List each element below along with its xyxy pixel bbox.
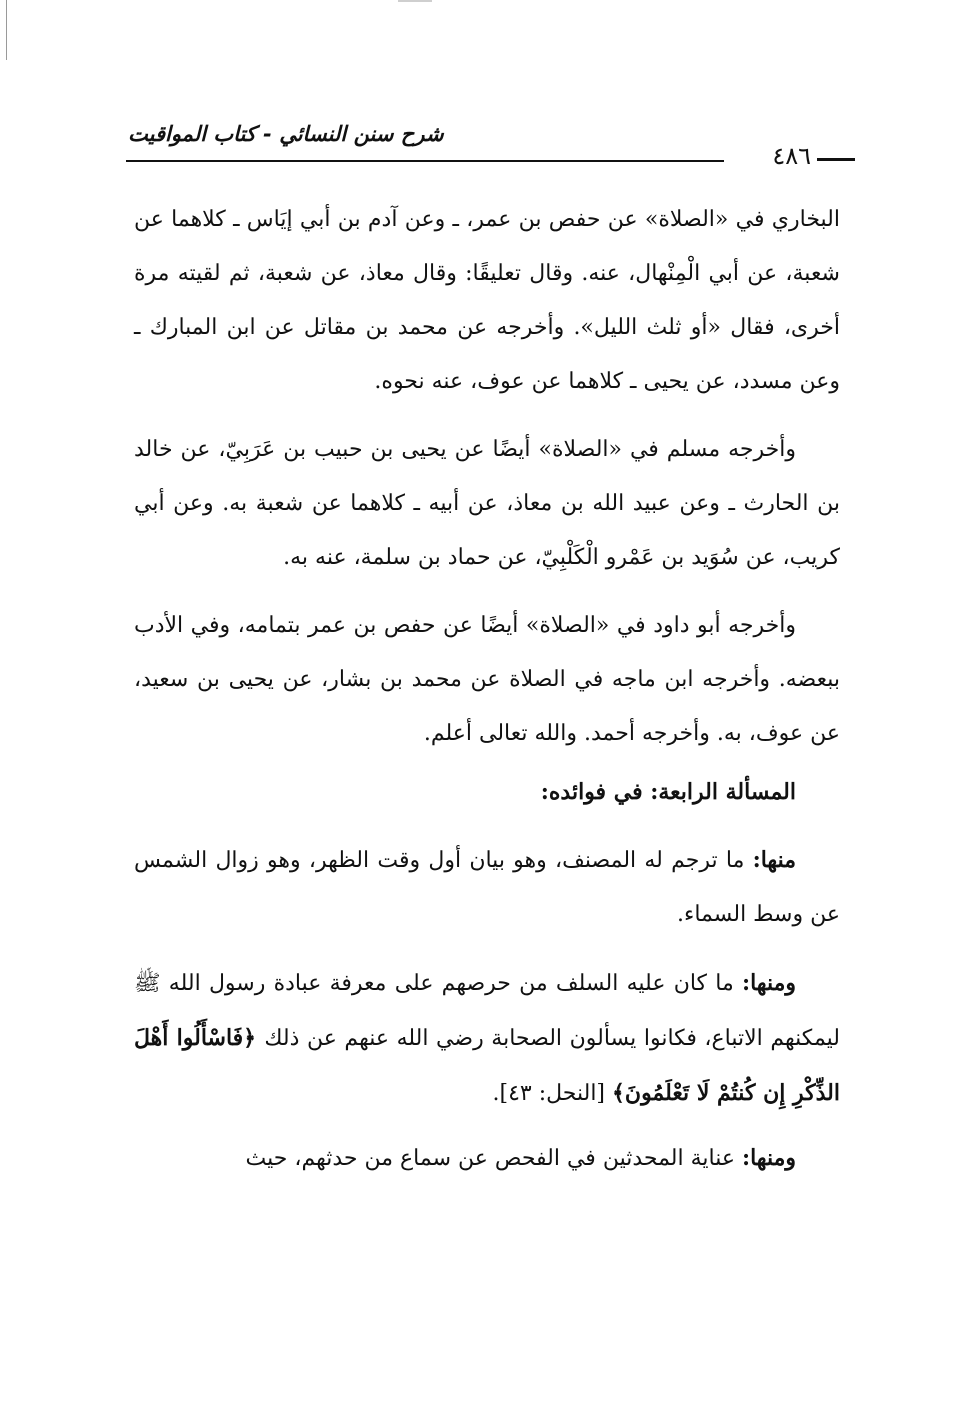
benefit-lead: منها:: [752, 847, 796, 873]
scan-edge-mark: [398, 0, 432, 2]
benefit-item: [134, 956, 840, 1121]
paragraph-text: وأخرجه أبو داود في «الصلاة» أيضًا عن حفص بن عمر بتمامه، وفي الأدب ببعضه. وأخرجه ابن ماجه في الصلاة عن محمد بن بشار، عن يحيى بن سعيد، عن عوف، به. وأخرجه أحمد. والله تعالى أعلم.: [134, 613, 840, 746]
section-heading: [134, 765, 840, 819]
benefit-item: [134, 833, 840, 942]
benefit-lead: ومنها:: [741, 1145, 796, 1171]
body-text: [134, 193, 840, 1186]
header-rule: [126, 160, 724, 162]
benefit-lead: ومنها:: [741, 970, 796, 996]
benefit-text: عناية المحدثين في الفحص عن سماع من حدثهم، حيث: [245, 1146, 742, 1171]
section-heading-text: المسألة الرابعة: في فوائده:: [540, 779, 796, 805]
paragraph-sources-muslim: [134, 423, 840, 585]
paragraph-text: وأخرجه مسلم في «الصلاة» أيضًا عن يحيى بن حبيب بن عَرَبِيّ، عن خالد بن الحارث ـ وعن عبيد الله بن معاذ، عن أبيه ـ كلاهما عن شعبة به. وعن أبي كريب، عن سُوَيد بن عَمْرو الْكَلْبِيّ، عن حماد بن سلمة، عنه به.: [134, 437, 840, 570]
benefit-text: ما كان عليه السلف من حرصهم على معرفة عبادة رسول الله ﷺ ليمكنهم الاتباع، فكانوا يسألون الصحابة رضي الله عنهم عن ذلك: [134, 971, 841, 1051]
benefit-text: ما ترجم له المصنف، وهو بيان أول وقت الظهر، وهو زوال الشمس عن وسط السماء.: [134, 848, 840, 927]
paragraph-sources-abudawud: [134, 599, 840, 761]
page-number: ٤٨٦: [772, 142, 811, 170]
scan-edge-line: [6, 0, 7, 60]
paragraph-sources-bukhari: [134, 193, 840, 409]
benefit-item: [134, 1131, 840, 1186]
page-header: [120, 120, 855, 180]
running-title: شرح سنن النسائي - كتاب المواقيت: [128, 122, 444, 146]
page-number-dash: [817, 158, 855, 161]
verse-citation: [النحل: ٤٣].: [492, 1081, 613, 1106]
quran-verse: ﴿فَاسْأَلُوا أَهْلَ الذِّكْرِ إِن كُنتُمْ لَا تَعْلَمُونَ﴾: [134, 1025, 840, 1106]
paragraph-text: البخاري في «الصلاة» عن حفص بن عمر، ـ وعن آدم بن أبي إيَاس ـ كلاهما عن شعبة، عن أبي الْمِنْهال، عنه. وقال تعليقًا: وقال معاذ، عن شعبة، ثم لقيته مرة أخرى، فقال «أو ثلث الليل». وأخرجه عن محمد بن مقاتل عن ابن المبارك ـ وعن مسدد، عن يحيى ـ كلاهما عن عوف، عنه نحوه.: [134, 207, 840, 394]
